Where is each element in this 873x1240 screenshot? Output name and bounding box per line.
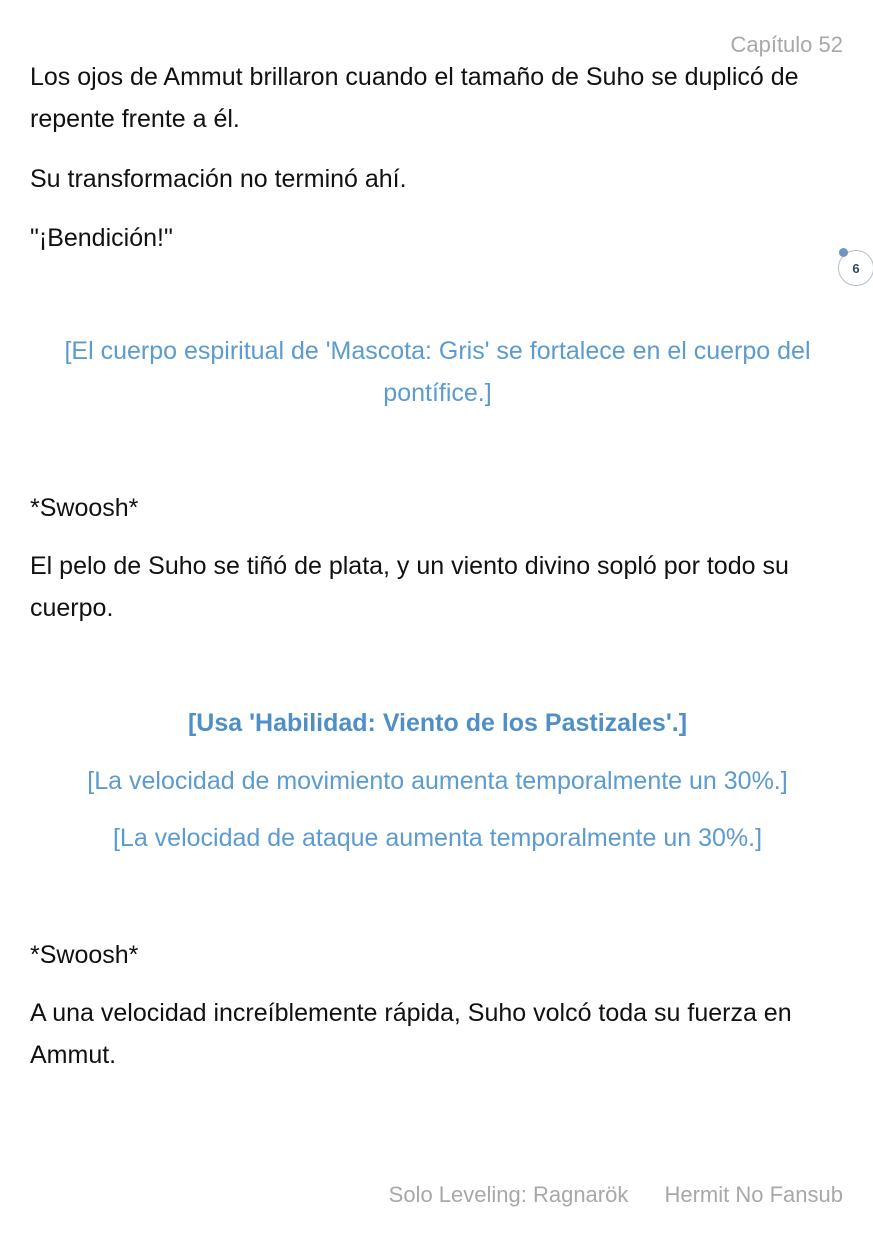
paragraph-swoosh-1: *Swoosh* — [30, 494, 139, 522]
system-message-spirit-body: [El cuerpo espiritual de 'Mascota: Gris' se fortalece en el cuerpo del pontífice.] — [64, 337, 811, 407]
system-message-attack-speed: [La velocidad de ataque aumenta temporalmente un 30%.] — [112, 824, 763, 852]
page-marker-bubble[interactable] — [838, 250, 873, 286]
paragraph-full-strength: A una velocidad increíblemente rápida, Suho volcó toda su fuerza en Ammut. — [30, 999, 792, 1069]
paragraph-ammut-eyes: Los ojos de Ammut brillaron cuando el tamaño de Suho se duplicó de repente frente a él. — [30, 63, 799, 133]
system-message-move-speed: [La velocidad de movimiento aumenta temporalmente un 30%.] — [87, 767, 788, 795]
paragraph-silver-hair: El pelo de Suho se tiñó de plata, y un viento divino sopló por todo su cuerpo. — [30, 552, 789, 622]
footer — [389, 1182, 843, 1208]
paragraph-blessing: "¡Bendición!" — [30, 224, 173, 252]
system-message-skill: [Usa 'Habilidad: Viento de los Pastizales'.] — [187, 709, 688, 737]
paragraph-transformation: Su transformación no terminó ahí. — [30, 165, 407, 193]
paragraph-swoosh-2: *Swoosh* — [30, 941, 139, 969]
chapter-label: Capítulo 52 — [730, 32, 843, 57]
footer-translator: Hermit No Fansub — [664, 1182, 843, 1207]
page-marker-number: 6 — [852, 260, 860, 276]
page-marker-dot-icon — [839, 248, 848, 257]
footer-book-title: Solo Leveling: Ragnarök — [388, 1182, 629, 1207]
